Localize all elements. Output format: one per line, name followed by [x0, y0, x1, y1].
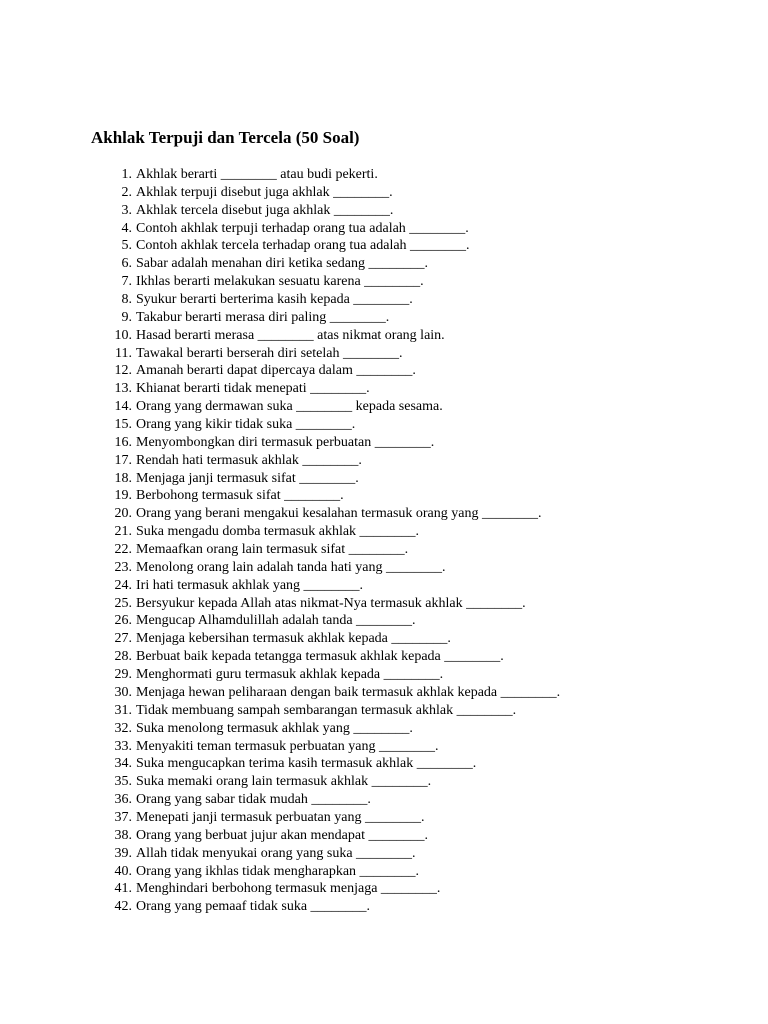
question-item — [0, 273, 700, 291]
question-text: Bersyukur kepada Allah atas nikmat-Nya termasuk akhlak ________. — [136, 595, 526, 611]
question-text: Tawakal berarti berserah diri setelah ________. — [136, 345, 403, 361]
question-item — [0, 630, 700, 648]
question-text: Akhlak terpuji disebut juga akhlak ________. — [136, 184, 393, 200]
question-number: 42. — [114, 899, 132, 915]
question-number: 33. — [114, 738, 132, 754]
question-text: Orang yang dermawan suka ________ kepada sesama. — [136, 399, 443, 415]
question-text: Ikhlas berarti melakukan sesuatu karena ________. — [136, 274, 424, 290]
question-number: 30. — [114, 684, 132, 700]
question-item — [0, 505, 700, 523]
question-text: Menjaga janji termasuk sifat ________. — [136, 470, 359, 486]
question-number: 25. — [114, 595, 132, 611]
question-item — [0, 666, 700, 684]
question-text: Berbuat baik kepada tetangga termasuk akhlak kepada ________. — [136, 649, 504, 665]
question-text: Akhlak tercela disebut juga akhlak ________. — [136, 202, 394, 218]
question-item — [0, 845, 700, 863]
question-text: Orang yang kikir tidak suka ________. — [136, 417, 356, 433]
question-number: 23. — [114, 559, 132, 575]
question-number: 39. — [114, 845, 132, 861]
question-item — [0, 327, 700, 345]
question-item — [0, 809, 700, 827]
question-item — [0, 470, 700, 488]
question-text: Contoh akhlak terpuji terhadap orang tua adalah ________. — [136, 220, 469, 236]
question-item — [0, 345, 700, 363]
question-number: 32. — [114, 720, 132, 736]
question-number: 37. — [114, 809, 132, 825]
question-text: Orang yang berani mengakui kesalahan termasuk orang yang ________. — [136, 506, 542, 522]
question-text: Orang yang sabar tidak mudah ________. — [136, 792, 371, 808]
question-number: 40. — [114, 863, 132, 879]
question-text: Orang yang ikhlas tidak mengharapkan ________. — [136, 863, 420, 879]
question-number: 8. — [121, 292, 132, 308]
question-item — [0, 880, 700, 898]
question-text: Akhlak berarti ________ atau budi pekerti. — [136, 167, 378, 182]
question-number: 9. — [121, 309, 132, 325]
question-item — [0, 898, 700, 916]
question-item — [0, 255, 700, 273]
question-number: 27. — [114, 631, 132, 647]
question-item — [0, 220, 700, 238]
question-item — [0, 434, 700, 452]
question-item — [0, 738, 700, 756]
question-item — [0, 773, 700, 791]
question-text: Menolong orang lain adalah tanda hati yang ________. — [136, 559, 446, 575]
question-number: 31. — [114, 702, 132, 718]
question-text: Sabar adalah menahan diri ketika sedang ________. — [136, 256, 428, 272]
question-text: Memaafkan orang lain termasuk sifat ________. — [136, 542, 409, 558]
question-item — [0, 577, 700, 595]
question-item — [0, 791, 700, 809]
question-number: 22. — [114, 542, 132, 558]
question-item — [0, 684, 700, 702]
question-number: 36. — [114, 792, 132, 808]
question-text: Suka memaki orang lain termasuk akhlak ________. — [136, 774, 432, 790]
question-text: Iri hati termasuk akhlak yang ________. — [136, 577, 364, 593]
question-text: Khianat berarti tidak menepati ________. — [136, 381, 370, 397]
question-text: Menjaga hewan peliharaan dengan baik termasuk akhlak kepada ________. — [136, 684, 561, 700]
question-text: Menghindari berbohong termasuk menjaga ________. — [136, 881, 441, 897]
question-number: 24. — [114, 577, 132, 593]
question-text: Menghormati guru termasuk akhlak kepada ________. — [136, 667, 444, 683]
question-text: Tidak membuang sampah sembarangan termasuk akhlak ________. — [136, 702, 517, 718]
question-number: 7. — [121, 274, 132, 290]
question-number: 6. — [121, 256, 132, 272]
question-number: 20. — [114, 506, 132, 522]
question-item — [0, 863, 700, 881]
question-item — [0, 291, 700, 309]
question-text: Contoh akhlak tercela terhadap orang tua adalah ________. — [136, 238, 470, 254]
question-number: 2. — [121, 184, 132, 200]
question-text: Menyombongkan diri termasuk perbuatan ________. — [136, 434, 435, 450]
question-text: Hasad berarti merasa ________ atas nikmat orang lain. — [136, 327, 445, 343]
question-text: Syukur berarti berterima kasih kepada ________. — [136, 292, 413, 308]
question-number: 1. — [121, 167, 132, 182]
question-item — [0, 184, 700, 202]
question-item — [0, 755, 700, 773]
question-item — [0, 612, 700, 630]
question-item — [0, 398, 700, 416]
question-number: 28. — [114, 649, 132, 665]
question-item — [0, 380, 700, 398]
question-number: 11. — [115, 345, 132, 361]
question-text: Suka mengadu domba termasuk akhlak ________. — [136, 524, 420, 540]
question-text: Rendah hati termasuk akhlak ________. — [136, 452, 362, 468]
question-item — [0, 237, 700, 255]
question-number: 5. — [121, 238, 132, 254]
question-number: 34. — [114, 756, 132, 772]
question-item — [0, 452, 700, 470]
question-number: 17. — [114, 452, 132, 468]
question-list — [0, 166, 700, 916]
question-number: 18. — [114, 470, 132, 486]
question-item — [0, 362, 700, 380]
question-number: 26. — [114, 613, 132, 629]
question-number: 19. — [114, 488, 132, 504]
question-text: Mengucap Alhamdulillah adalah tanda ________. — [136, 613, 416, 629]
question-number: 14. — [114, 399, 132, 415]
page-title: Akhlak Terpuji dan Tercela (50 Soal) — [91, 128, 360, 147]
question-item — [0, 523, 700, 541]
question-item — [0, 416, 700, 434]
question-item — [0, 702, 700, 720]
question-text: Menepati janji termasuk perbuatan yang ________. — [136, 809, 425, 825]
question-number: 16. — [114, 434, 132, 450]
question-item — [0, 309, 700, 327]
question-item — [0, 541, 700, 559]
question-number: 3. — [121, 202, 132, 218]
question-number: 10. — [114, 327, 132, 343]
question-number: 12. — [114, 363, 132, 379]
question-text: Berbohong termasuk sifat ________. — [136, 488, 344, 504]
question-number: 4. — [121, 220, 132, 236]
question-text: Suka mengucapkan terima kasih termasuk akhlak ________. — [136, 756, 477, 772]
question-text: Suka menolong termasuk akhlak yang ________. — [136, 720, 413, 736]
question-number: 35. — [114, 774, 132, 790]
question-text: Orang yang pemaaf tidak suka ________. — [136, 899, 371, 915]
question-item — [0, 487, 700, 505]
question-number: 15. — [114, 417, 132, 433]
question-number: 13. — [114, 381, 132, 397]
question-item — [0, 595, 700, 613]
question-number: 38. — [114, 827, 132, 843]
question-item — [0, 720, 700, 738]
question-item — [0, 559, 700, 577]
question-item — [0, 648, 700, 666]
question-text: Orang yang berbuat jujur akan mendapat ________. — [136, 827, 428, 843]
question-item — [0, 166, 700, 184]
question-text: Allah tidak menyukai orang yang suka ________. — [136, 845, 416, 861]
question-number: 29. — [114, 667, 132, 683]
question-text: Takabur berarti merasa diri paling ________. — [136, 309, 390, 325]
question-text: Menjaga kebersihan termasuk akhlak kepada ________. — [136, 631, 451, 647]
question-item — [0, 827, 700, 845]
question-text: Menyakiti teman termasuk perbuatan yang ________. — [136, 738, 439, 754]
question-number: 41. — [114, 881, 132, 897]
question-item — [0, 202, 700, 220]
question-number: 21. — [114, 524, 132, 540]
question-text: Amanah berarti dapat dipercaya dalam ________. — [136, 363, 416, 379]
